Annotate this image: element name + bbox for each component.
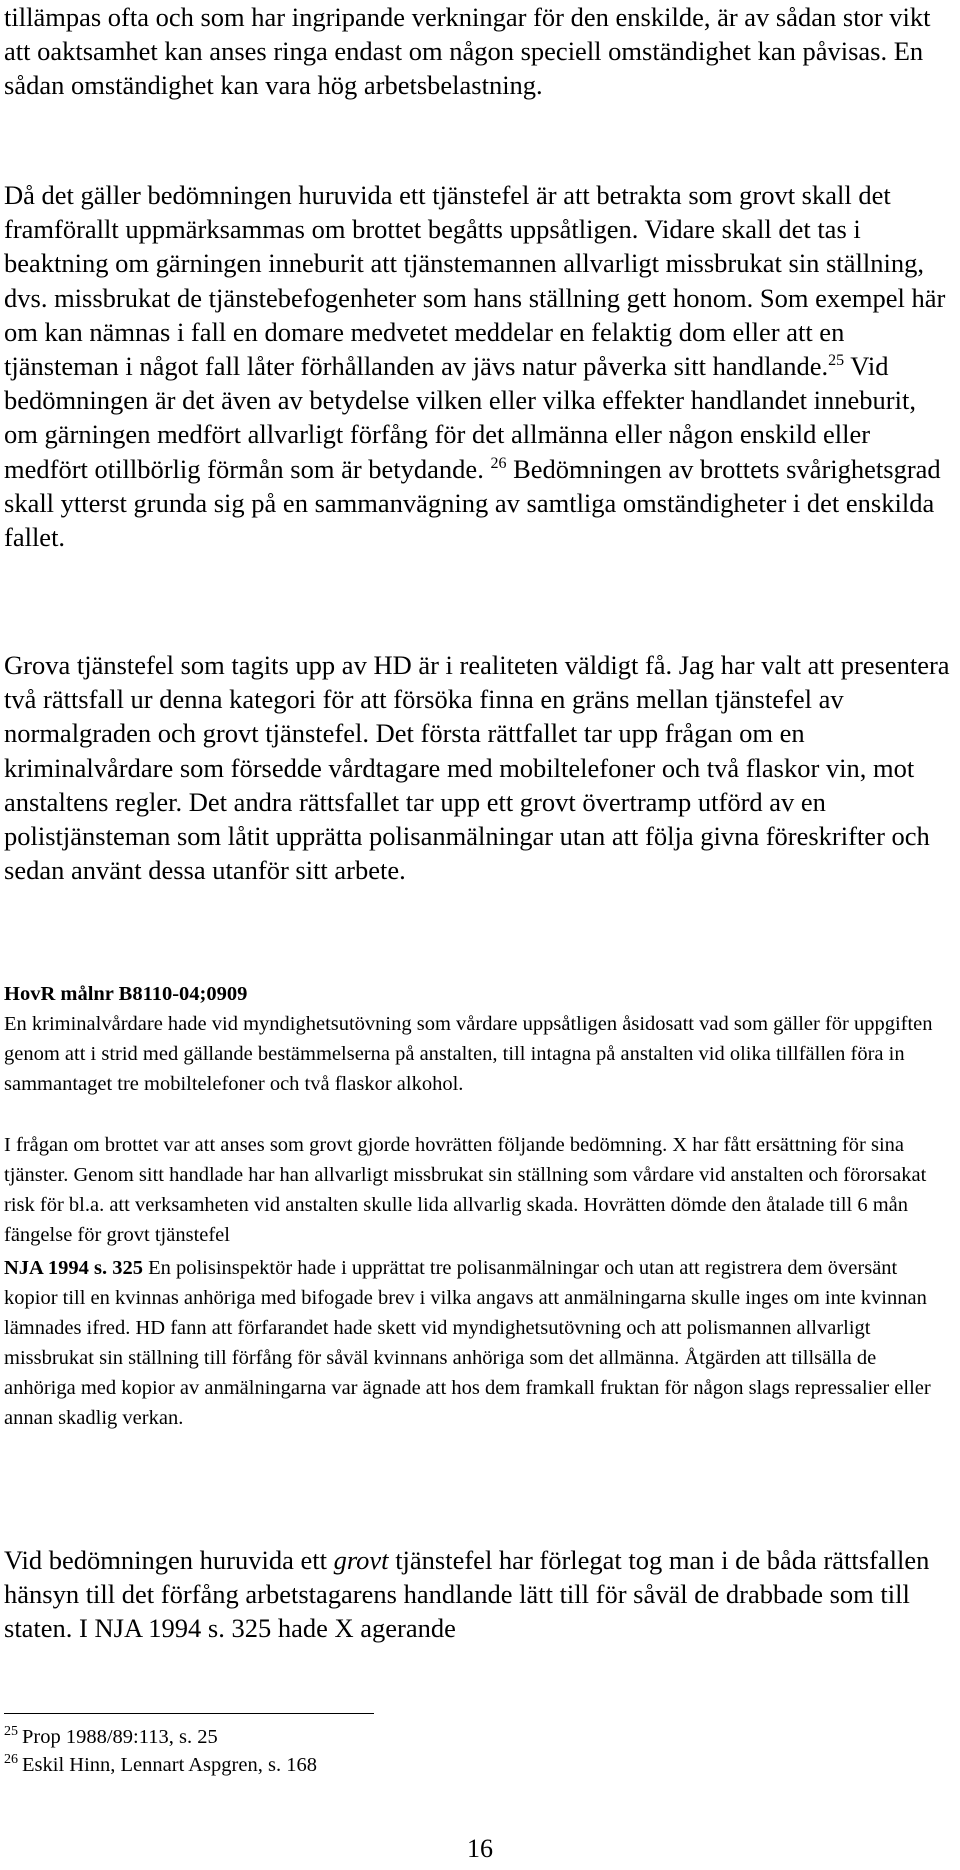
footnote-text: Prop 1988/89:113, s. 25: [22, 1726, 218, 1748]
paragraph-text: Vid bedömningen huruvida ett: [4, 1545, 334, 1575]
case-hovr-block: [4, 979, 952, 1099]
paragraph-text: tjänstefel har förlegat tog man i de båda rättsfallen hänsyn till det förfång arbetstagarens handlande lätt till för såväl de drabbade som till staten. I NJA 1994 s. 325 hade X agerande: [4, 1545, 930, 1644]
case-title-nja: NJA 1994 s. 325: [4, 1257, 143, 1279]
case-title-hovr: HovR målnr B8110-04;0909: [4, 983, 248, 1005]
page-number: 16: [467, 1834, 493, 1863]
footnote-ref-25[interactable]: 25: [828, 352, 845, 370]
paragraph-text: Bedömningen av brottets svårighetsgrad skall ytterst grunda sig på en sammanvägning av samtliga omständigheter i det enskilda fallet.: [4, 453, 941, 553]
case-text: En polisinspektör hade i upprättat tre polisanmälningar och utan att registrera dem översänt kopior till en kvinnas anhöriga med bifogade brev i vilka angavs att anmälningarna skulle inges om inte kvinnan lämnades ifred. HD fann att förfarandet hade skett vid myndighetsutövning och att polismannen allvarligt missbrukat sin ställning till förfång för såväl kvinnans anhöriga som det allmänna. Åtgärden att tillsälla de anhöriga med kopior av anmälningarna var ägnade att hos dem framkall fruktan för någon slags repressalier eller annan skadlig verkan.: [4, 1257, 931, 1429]
case-text: En kriminalvårdare hade vid myndighetsutövning som vårdare uppsåtligen åsidosatt vad som gäller för uppgiften genom att i strid med gällande bestämmelserna på anstalten, till intagna på anstalten vid olika tillfällen föra in sammantaget tre mobiltelefoner och två flaskor alkohol.: [4, 1013, 933, 1095]
paragraph-rattsfall-intro: Grova tjänstefel som tagits upp av HD är i realiteten väldigt få. Jag har valt att presentera två rättsfall ur denna kategori för att försöka finna en gräns mellan tjänstefel av normalgraden och grovt tjänstefel. Det första rättfallet tar upp frågan om en kriminalvårdare som försedde vårdtagare med mobiltelefoner och två flaskor vin, mot anstaltens regler. Det andra rättsfallet tar upp ett grovt övertramp utförd av en polistjänsteman som låtit upprätta polisanmälningar utan att följa givna föreskrifter och sedan använt dessa utanför sitt arbete.: [4, 650, 950, 886]
footnote-26: [4, 1752, 317, 1778]
emphasis-grovt: grovt: [333, 1545, 389, 1575]
case-nja-block: [4, 1253, 952, 1433]
paragraph-oaktsamhet: tillämpas ofta och som har ingripande verkningar för den enskilde, är av sådan stor vikt att oaktsamhet kan anses ringa endast om någon speciell omständighet kan påvisas. En sådan omständighet kan vara hög arbetsbelastning.: [4, 2, 931, 101]
footnote-ref-26[interactable]: 26: [490, 454, 507, 472]
paragraph-text: Vid bedömningen är det även av betydelse vilken eller vilka effekter handlandet inneburit, om gärningen medfört allvarligt förfång för det allmänna eller någon enskild eller medfört otillbörlig förmån som är betydande.: [4, 351, 916, 484]
paragraph-text: Då det gäller bedömningen huruvida ett tjänstefel är att betrakta som grovt skall det framförallt uppmärksammas om brottet begåtts uppsåtligen. Vidare skall det tas i beaktning om gärningen inneburit att tjänstemannen allvarligt missbrukat sin ställning, dvs. missbrukat de tjänstebefogenheter som hans ställning gett honom. Som exempel här om kan nämnas i fall en domare medvetet meddelar en felaktig dom eller att en tjänsteman i något fall låter förhållanden av jävs natur påverka sitt handlande.: [4, 180, 946, 382]
footnote-text: Eskil Hinn, Lennart Aspgren, s. 168: [22, 1754, 317, 1776]
case-hovr-assessment: I frågan om brottet var att anses som grovt gjorde hovrätten följande bedömning. X har fått ersättning för sina tjänster. Genom sitt handlade har han allvarligt missbrukat sin ställning som vårdare vid anstalten och förorsakat risk för bl.a. att verksamheten vid anstalten skulle lida allvarlig skada. Hovrätten dömde den åtalade till 6 mån fängelse för grovt tjänstefel: [4, 1134, 927, 1246]
footnote-divider: [4, 1713, 374, 1714]
paragraph-bedomning-grovt: [4, 1543, 952, 1646]
footnote-number: 25: [4, 1724, 18, 1740]
footnote-number: 26: [4, 1752, 18, 1768]
footnote-25: [4, 1724, 218, 1750]
paragraph-grovt-tjanstefel-bedomning: [4, 178, 952, 554]
